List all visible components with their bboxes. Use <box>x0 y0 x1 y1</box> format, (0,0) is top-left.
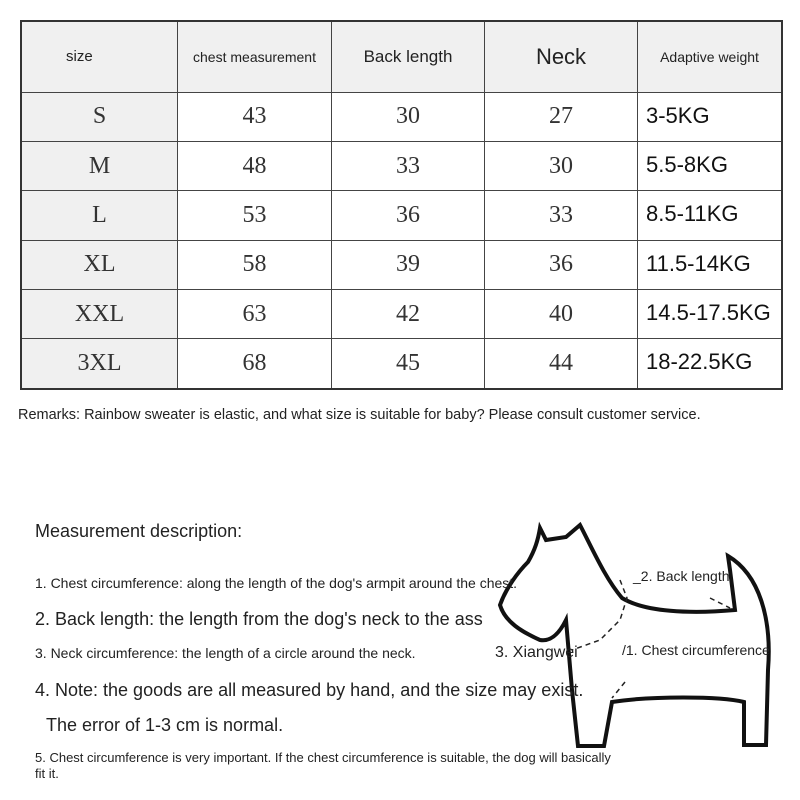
header-weight: Adaptive weight <box>638 21 783 92</box>
cell-weight: 18-22.5KG <box>638 339 783 389</box>
cell-weight: 8.5-11KG <box>638 191 783 240</box>
cell-back: 33 <box>332 142 485 191</box>
cell-size: XXL <box>21 290 178 339</box>
cell-chest: 48 <box>178 142 332 191</box>
cell-size: L <box>21 191 178 240</box>
cell-weight: 11.5-14KG <box>638 240 783 289</box>
header-size: size <box>21 21 178 92</box>
diagram-chest-label: /1. Chest circumference <box>622 642 770 658</box>
header-chest: chest measurement <box>178 21 332 92</box>
cell-back: 42 <box>332 290 485 339</box>
description-item-5a: 5. Chest circumference is very important. If the chest circumference is suitable, the dog will basically <box>35 750 611 765</box>
header-neck: Neck <box>485 21 638 92</box>
remarks: Remarks: Rainbow sweater is elastic, and what size is suitable for baby? Please consult customer service. <box>18 407 701 423</box>
cell-chest: 68 <box>178 339 332 389</box>
cell-weight: 3-5KG <box>638 92 783 141</box>
diagram-neck-label: 3. Xiangwei <box>495 644 578 661</box>
diagram-back-label: _2. Back length <box>633 568 730 584</box>
cell-back: 39 <box>332 240 485 289</box>
description-item-3: 3. Neck circumference: the length of a circle around the neck. <box>35 645 416 661</box>
cell-weight: 5.5-8KG <box>638 142 783 191</box>
cell-size: S <box>21 92 178 141</box>
description-item-4: 4. Note: the goods are all measured by hand, and the size may exist. <box>35 680 584 700</box>
cell-neck: 40 <box>485 290 638 339</box>
description-item-4b: The error of 1-3 cm is normal. <box>46 715 284 735</box>
cell-neck: 33 <box>485 191 638 240</box>
description-item-2: 2. Back length: the length from the dog's neck to the ass <box>35 609 483 629</box>
cell-neck: 44 <box>485 339 638 389</box>
cell-back: 36 <box>332 191 485 240</box>
cell-chest: 63 <box>178 290 332 339</box>
cell-back: 30 <box>332 92 485 141</box>
description-title: Measurement description: <box>35 521 243 541</box>
cell-size: M <box>21 142 178 191</box>
description-item-5b: fit it. <box>35 766 59 781</box>
cell-neck: 27 <box>485 92 638 141</box>
cell-back: 45 <box>332 339 485 389</box>
cell-neck: 30 <box>485 142 638 191</box>
cell-chest: 53 <box>178 191 332 240</box>
description-item-1: 1. Chest circumference: along the length of the dog's armpit around the chest. <box>35 575 518 591</box>
cell-chest: 43 <box>178 92 332 141</box>
cell-weight: 14.5-17.5KG <box>638 290 783 339</box>
cell-size: XL <box>21 240 178 289</box>
header-back: Back length <box>332 21 485 92</box>
cell-chest: 58 <box>178 240 332 289</box>
cell-neck: 36 <box>485 240 638 289</box>
cell-size: 3XL <box>21 339 178 389</box>
